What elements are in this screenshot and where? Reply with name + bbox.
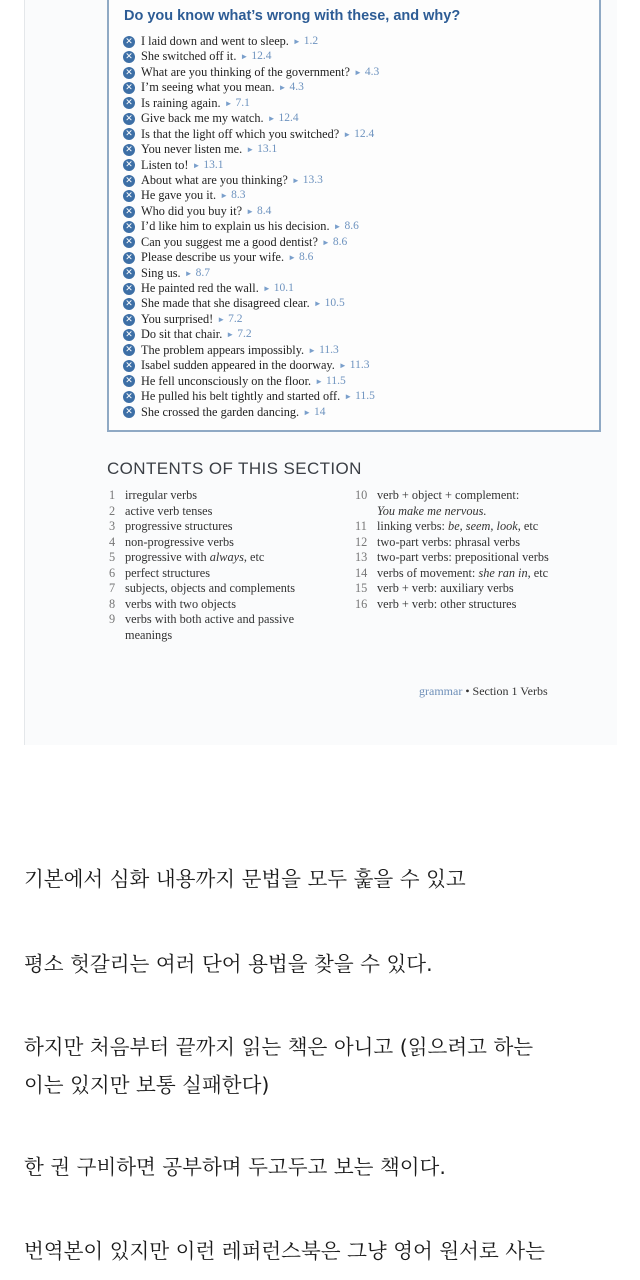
arrow-right-icon: ► [184,268,193,278]
quiz-sentence: Please describe us your wife. [141,250,285,265]
contents-item-number: 9 [109,612,116,626]
quiz-reference: 13.3 [302,173,323,186]
quiz-reference: 8.7 [195,266,210,279]
arrow-right-icon: ► [333,222,342,232]
wrong-mark-icon: ✕ [123,144,135,156]
contents-item-text [125,597,236,613]
quiz-sentence: She crossed the garden dancing. [141,404,300,419]
wrong-mark-icon: ✕ [123,360,135,372]
arrow-right-icon: ► [224,98,233,108]
quiz-item [123,281,379,296]
quiz-reference: 4.3 [289,81,304,94]
wrong-mark-icon: ✕ [123,175,135,187]
wrong-mark-icon: ✕ [123,252,135,264]
quiz-reference: 8.3 [231,189,246,202]
arrow-right-icon: ► [267,114,276,124]
contents-item [355,550,617,566]
contents-item-text [377,597,516,613]
quiz-reference: 11.5 [326,374,346,387]
quiz-item [123,80,379,95]
quiz-reference: 12.4 [278,112,299,125]
post-paragraph-2: 평소 헛갈리는 여러 단어 용법을 찾을 수 있다. [24,952,433,976]
contents-item-label: verbs with two objects [125,596,236,611]
wrong-mark-icon: ✕ [123,406,135,418]
wrong-mark-icon: ✕ [123,221,135,233]
quiz-sentence: I laid down and went to sleep. [141,34,289,48]
contents-item-text [377,550,549,566]
contents-item-label: non-progressive verbs [125,534,234,549]
quiz-item [123,158,379,173]
contents-item-number: 6 [109,565,116,580]
quiz-reference: 11.5 [355,390,375,403]
quiz-item [123,235,379,250]
footer-section: Section 1 Verbs [472,684,548,698]
arrow-right-icon: ► [246,206,255,216]
quiz-sentence: I’d like him to explain us his decision. [141,219,330,234]
contents-item-number: 2 [109,503,116,518]
contents-column-left [109,488,339,643]
contents-item [355,535,617,551]
quiz-reference: 11.3 [319,343,339,356]
wrong-mark-icon: ✕ [123,236,135,248]
contents-item [109,581,339,597]
quiz-item [123,343,379,358]
wrong-mark-icon: ✕ [123,190,135,202]
contents-item-label: verbs with both active and passive meanings [125,612,295,642]
quiz-sentence: What are you thinking of the government? [141,64,350,79]
quiz-item [123,219,379,234]
contents-item-label: linking verbs: [377,519,449,533]
contents-title: CONTENTS OF THIS SECTION [107,459,362,478]
quiz-reference: 7.2 [237,328,252,341]
arrow-right-icon: ► [321,237,330,247]
quiz-item [123,358,379,373]
arrow-right-icon: ► [220,191,229,201]
quiz-item [123,173,379,188]
quiz-reference: 13.1 [257,143,278,156]
quiz-sentence: She made that she disagreed clear. [141,296,310,311]
arrow-right-icon: ► [315,376,323,386]
contents-item [109,519,339,535]
quiz-item [123,266,379,281]
contents-item-number: 15 [355,581,368,595]
arrow-right-icon: ► [353,67,362,77]
quiz-sentence: Do sit that chair. [141,327,223,342]
wrong-mark-icon: ✕ [123,344,135,356]
quiz-sentence: You surprised! [141,311,214,326]
contents-item-text [377,535,520,551]
quiz-sentence: Listen to! [141,157,189,172]
wrong-mark-icon: ✕ [123,283,135,295]
quiz-sentence: He painted red the wall. [141,281,259,295]
quiz-item [123,296,379,311]
footer-grammar: grammar [419,684,463,698]
contents-item-number: 16 [355,596,368,611]
arrow-right-icon: ► [217,314,226,324]
contents-item-label: verb + verb: other structures [377,596,517,611]
quiz-reference: 4.3 [364,65,380,78]
quiz-item [123,389,379,404]
quiz-reference: 12.4 [354,127,375,140]
quiz-reference: 10.5 [324,297,345,310]
quiz-sentence: Sing us. [141,265,181,280]
wrong-mark-icon: ✕ [123,159,135,171]
contents-item-text [125,612,339,643]
post-paragraph-3 [24,1028,624,1104]
quiz-list [123,34,379,420]
contents-item-number: 8 [109,596,116,611]
quiz-item [123,374,379,389]
arrow-right-icon: ► [226,330,235,340]
contents-item [109,504,339,520]
quiz-item [123,250,379,265]
contents-item-number: 13 [355,550,368,564]
contents-item-example: always [209,550,244,564]
contents-item-suffix: , etc [517,519,539,533]
contents-item-number: 12 [355,534,368,549]
book-page-scan [24,0,617,745]
quiz-sentence: He fell unconsciously on the floor. [141,373,312,388]
contents-item-text [125,519,233,535]
page-footer [419,684,548,699]
wrong-mark-icon: ✕ [123,51,135,63]
contents-item-label: two-part verbs: phrasal verbs [377,534,521,549]
quiz-reference: 8.6 [332,235,348,248]
quiz-item [123,111,379,126]
post-paragraph-5: 번역본이 있지만 이런 레퍼런스북은 그냥 영어 원서로 사는 [24,1239,545,1263]
contents-item-number: 11 [355,519,367,533]
quiz-item [123,204,379,219]
contents-item-text [377,566,548,582]
quiz-item [123,96,379,111]
post-paragraph-1: 기본에서 심화 내용까지 문법을 모두 훑을 수 있고 [24,867,466,891]
contents-item-number: 5 [109,550,116,564]
arrow-right-icon: ► [192,160,201,170]
contents-item-example: You make me nervous. [377,503,487,518]
wrong-mark-icon: ✕ [123,298,135,310]
quiz-reference: 12.4 [251,50,272,63]
arrow-right-icon: ► [343,129,352,139]
post-paragraph-3-line-1: 하지만 처음부터 끝까지 읽는 책은 아니고 (읽으려고 하는 [24,1035,534,1059]
quiz-sentence: Is raining again. [141,95,221,110]
arrow-right-icon: ► [246,145,255,155]
contents-item [109,550,339,566]
quiz-title: Do you know what’s wrong with these, and why? [124,8,461,24]
contents-item-text [125,488,197,504]
quiz-reference: 7.1 [235,96,250,109]
arrow-right-icon: ► [303,407,312,417]
contents-item-label: two-part verbs: prepositional verbs [377,550,549,564]
quiz-reference: 7.2 [228,312,243,325]
quiz-sentence: The problem appears impossibly. [141,342,305,357]
contents-item [355,566,617,582]
wrong-mark-icon: ✕ [123,82,135,94]
quiz-reference: 11.3 [349,359,370,372]
arrow-right-icon: ► [291,175,300,185]
quiz-item [123,188,379,203]
quiz-sentence: Give back me my watch. [141,111,264,126]
contents-item [355,597,617,613]
quiz-reference: 8.4 [257,204,272,217]
arrow-right-icon: ► [344,392,353,402]
contents-item-label: irregular verbs [125,488,198,502]
contents-item-text [377,581,514,597]
contents-item-number: 14 [355,565,368,580]
quiz-sentence: He pulled his belt tightly and started off. [141,389,341,404]
contents-item [109,535,339,551]
contents-item-label: verb + verb: auxiliary verbs [377,581,514,595]
contents-item-label: progressive with [125,550,210,564]
wrong-mark-icon: ✕ [123,128,135,140]
contents-item-suffix: , etc [527,565,549,580]
arrow-right-icon: ► [313,299,322,309]
contents-item [355,519,617,535]
quiz-reference: 10.1 [273,282,294,294]
contents-item [109,612,339,643]
quiz-sentence: He gave you it. [141,188,217,203]
wrong-mark-icon: ✕ [123,375,135,387]
contents-item-text [125,504,212,520]
contents-item-example: she ran in [478,565,528,580]
quiz-sentence: You never listen me. [141,142,243,157]
post-paragraph-3-line-2: 이는 있지만 보통 실패한다) [24,1073,270,1097]
quiz-sentence: Is that the light off which you switched? [141,126,340,141]
quiz-sentence: About what are you thinking? [141,172,288,187]
quiz-sentence: Can you suggest me a good dentist? [141,234,318,249]
contents-item-number: 7 [109,581,116,595]
quiz-item [123,127,379,142]
quiz-reference: 13.1 [203,158,224,171]
contents-item-label: perfect structures [125,565,211,580]
quiz-item [123,34,379,49]
wrong-mark-icon: ✕ [123,113,135,125]
contents-item-number: 10 [355,488,368,502]
quiz-reference: 8.6 [344,220,359,233]
arrow-right-icon: ► [262,284,271,293]
arrow-right-icon: ► [338,361,347,371]
quiz-item [123,49,379,64]
wrong-mark-icon: ✕ [123,36,135,48]
contents-item-text [377,519,538,535]
contents-item-text [125,566,210,582]
footer-bullet: • [465,684,470,698]
contents-item-example: be, seem, look [448,519,518,533]
wrong-mark-icon: ✕ [123,267,135,279]
quiz-item [123,142,379,157]
wrong-mark-icon: ✕ [123,314,135,326]
arrow-right-icon: ► [308,345,317,355]
quiz-item [123,65,379,80]
contents-item-label: progressive structures [125,519,233,533]
contents-item-text [125,550,264,566]
quiz-sentence: She switched off it. [141,49,237,64]
contents-item [109,488,339,504]
post-paragraph-4: 한 권 구비하면 공부하며 두고두고 보는 책이다. [24,1155,446,1179]
arrow-right-icon: ► [278,83,287,93]
contents-column-right [355,488,617,612]
arrow-right-icon: ► [292,37,301,46]
quiz-reference: 1.2 [303,35,319,47]
quiz-sentence: I’m seeing what you mean. [141,80,275,95]
arrow-right-icon: ► [240,52,249,62]
contents-item-number: 1 [109,488,116,502]
quiz-item [123,405,379,420]
wrong-mark-icon: ✕ [123,97,135,109]
contents-item-text [125,535,234,551]
quiz-sentence: Who did you buy it? [141,203,243,218]
contents-item [109,597,339,613]
contents-item-label: verbs of movement: [377,565,479,580]
contents-item-text [377,488,519,519]
contents-item [109,566,339,582]
quiz-sentence: Isabel sudden appeared in the doorway. [141,358,335,373]
contents-item-number: 4 [109,534,116,549]
contents-item [355,581,617,597]
contents-item-suffix: , etc [243,550,265,564]
contents-item-text [125,581,295,597]
contents-item-label: subjects, objects and complements [125,581,296,595]
quiz-reference: 14 [314,405,326,418]
wrong-mark-icon: ✕ [123,67,135,79]
contents-item-number: 3 [109,519,116,533]
quiz-box [107,0,601,432]
quiz-reference: 8.6 [299,251,314,264]
wrong-mark-icon: ✕ [123,329,135,341]
contents-item-label: active verb tenses [125,503,213,518]
contents-item-label: verb + object + complement: [377,488,520,502]
arrow-right-icon: ► [288,253,296,263]
quiz-item [123,327,379,342]
quiz-item [123,312,379,327]
wrong-mark-icon: ✕ [123,391,135,403]
contents-item [355,488,617,519]
wrong-mark-icon: ✕ [123,206,135,218]
